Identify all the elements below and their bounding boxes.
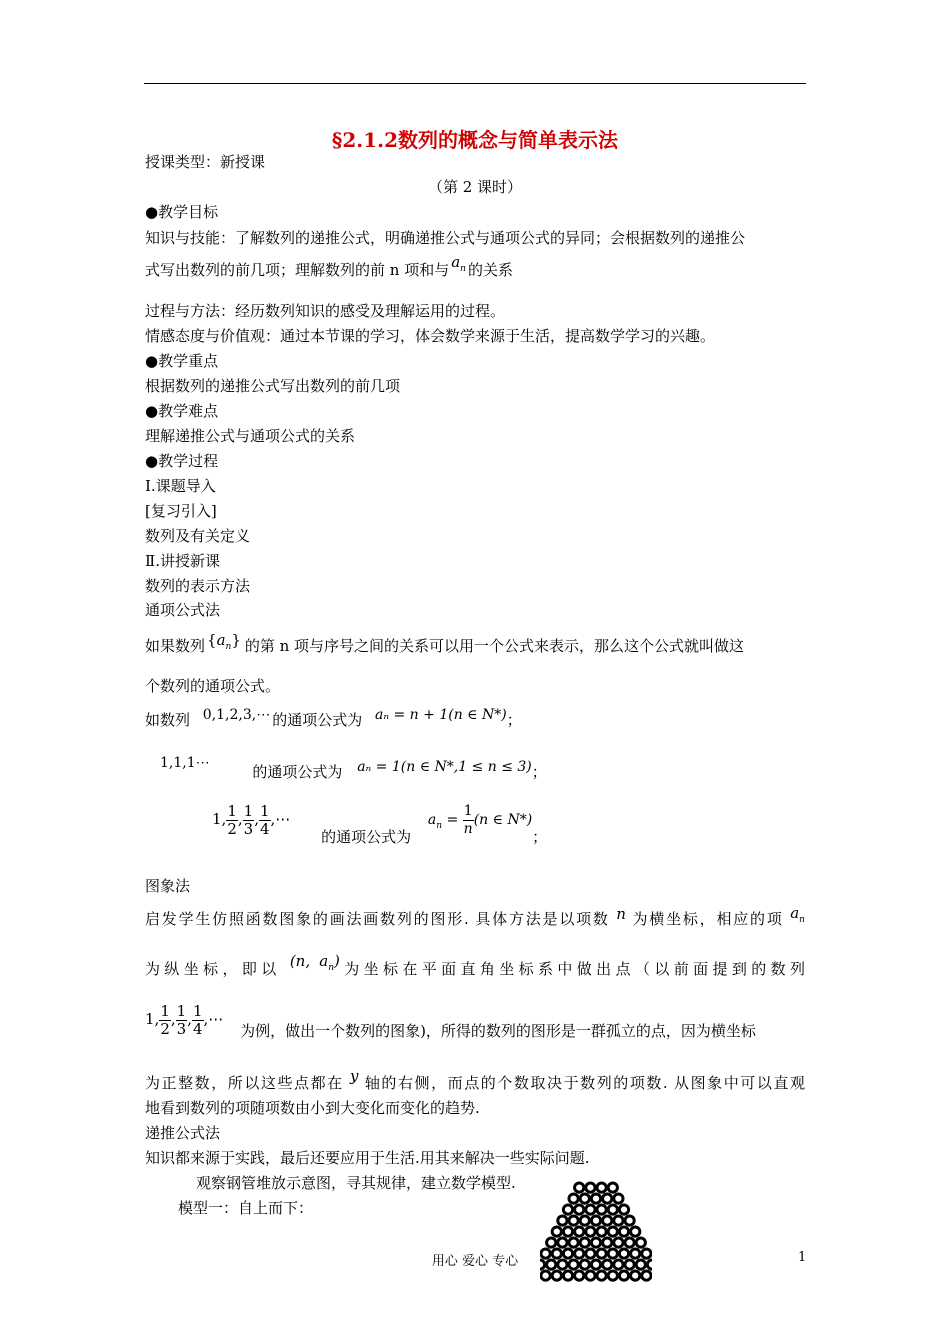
pipe-circle (619, 1271, 628, 1280)
key-heading: ●教学重点 (145, 352, 219, 370)
review-text: 数列及有关定义 (145, 527, 251, 545)
y-symbol: y (350, 1067, 359, 1085)
pipe-circle (642, 1271, 651, 1280)
pipe-circle (541, 1271, 550, 1280)
pipe-circle (597, 1271, 606, 1280)
pipe-circle (563, 1227, 572, 1236)
pipe-circle (558, 1238, 567, 1247)
recursive-text-2: 观察钢管堆放示意图，寻其规律，建立数学模型. (196, 1174, 516, 1192)
pipe-circle (631, 1227, 640, 1236)
process-heading: ●教学过程 (145, 452, 219, 470)
pipe-circle (580, 1194, 589, 1203)
difficult-heading: ●教学难点 (145, 402, 219, 420)
pipe-circle (603, 1194, 612, 1203)
key-text: 根据数列的递推公式写出数列的前几项 (145, 377, 401, 395)
example-3-sequence: 1, $\frac{1}{2}$ , $\frac{1}{3}$ , $\frac{1}{4}$ ,⋯ (212, 801, 291, 838)
general-formula-heading: 通项公式法 (145, 601, 221, 619)
example-2-formula: aₙ = 1(n ∈ N*,1 ≤ n ≤ 3) (357, 759, 532, 775)
pipe-circle (563, 1271, 572, 1280)
page-title: §2.1.2数列的概念与简单表示法 (331, 128, 619, 152)
n-symbol: n (616, 905, 626, 923)
pipe-circle (619, 1205, 628, 1214)
pipe-circle (580, 1238, 589, 1247)
pipe-circle (575, 1271, 584, 1280)
pipe-circle (614, 1216, 623, 1225)
section-intro: Ⅰ.课题导入 (145, 477, 216, 495)
graph-paragraph-line5: 地看到数列的项随项数由小到大变化而变化的趋势. (145, 1099, 480, 1117)
example-3-formula: $a_n$ = $\frac{1}{n}$ (n ∈ N*) (427, 802, 533, 837)
pipe-circle (569, 1238, 578, 1247)
example-2-sequence: 1,1,1⋯ (160, 755, 210, 771)
pipe-circle (625, 1216, 634, 1225)
objectives-heading: ●教学目标 (145, 203, 219, 221)
an-symbol-2: $a_n$ (790, 904, 805, 925)
recursive-method-heading: 递推公式法 (145, 1124, 221, 1142)
recursive-text-1: 知识都来源于实践，最后还要应用于生活.用其来解决一些实际问题. (145, 1149, 590, 1167)
graph-paragraph-line1: 启发学生仿照函数图象的画法画数列的图形. 具体方法是以项数 n 为横坐标，相应的项 $a_n$ (145, 904, 805, 928)
objective-knowledge-line2: 式写出数列的前几项；理解数列的前 n 项和与 $a_n$ 的关系 (145, 253, 513, 279)
general-formula-definition-line1: 如果数列 $\{a_n\}$ 的第 n 项与序号之间的关系可以用一个公式来表示，那么这个公式就叫做这 (145, 631, 745, 655)
pipe-circle (608, 1205, 617, 1214)
pipe-circle (608, 1183, 617, 1192)
model-one-label: 模型一：自上而下： (178, 1199, 314, 1217)
page-number: 1 (798, 1250, 807, 1265)
graph-paragraph-line3: 1, $\frac{1}{2}$ , $\frac{1}{3}$ , $\frac{1}{4}$ ,⋯ 为例，做出一个数列的图象)，所得的数列的图形是一群孤立的点，因为横坐标 (145, 1001, 756, 1040)
graph-paragraph-line2: 为纵坐标，即以 (n, $a_n$)为坐标在平面直角坐标系中做出点（以前面提到的数列 (145, 952, 805, 978)
pipe-circle (591, 1216, 600, 1225)
pipe-circle (552, 1271, 561, 1280)
example-3: 1, $\frac{1}{2}$ , $\frac{1}{3}$ , $\frac{1}{4}$ ,⋯ 的通项公式为 $a_n$ = $\frac{1}{n}$ (n ∈ N*)； (212, 801, 548, 846)
pipe-circle (569, 1194, 578, 1203)
section-new-lesson: Ⅱ.讲授新课 (145, 552, 220, 570)
pipe-circle (636, 1238, 645, 1247)
pipe-circle (603, 1216, 612, 1225)
pipe-circle (586, 1271, 595, 1280)
pipe-circle (547, 1238, 556, 1247)
objective-process: 过程与方法：经历数列知识的感受及理解运用的过程。 (145, 302, 506, 320)
pipe-circle (619, 1227, 628, 1236)
pipe-circle (614, 1194, 623, 1203)
pipe-circle (597, 1205, 606, 1214)
pipe-circle (575, 1183, 584, 1192)
header-rule (144, 83, 806, 84)
pipe-circle (603, 1238, 612, 1247)
general-formula-definition-line2: 个数列的通项公式。 (145, 677, 281, 695)
pipe-circle (608, 1271, 617, 1280)
pipe-circle (586, 1183, 595, 1192)
pipe-circle (563, 1205, 572, 1214)
review-label: [复习引入] (145, 502, 217, 520)
pipe-circle (575, 1205, 584, 1214)
example-2: 1,1,1⋯ 的通项公式为 aₙ = 1(n ∈ N*,1 ≤ n ≤ 3)； (160, 755, 547, 781)
pipe-circle (580, 1216, 589, 1225)
graph-method-heading: 图象法 (145, 877, 191, 895)
pipe-circle (597, 1227, 606, 1236)
point-notation: (n, $a_n$) (289, 952, 340, 973)
course-type: 授课类型：新授课 (145, 153, 266, 171)
pipe-circle (569, 1216, 578, 1225)
pipe-circle (591, 1194, 600, 1203)
pipe-circle (625, 1238, 634, 1247)
representation-heading: 数列的表示方法 (145, 577, 251, 595)
example-1-sequence: 0,1,2,3,⋯ (202, 707, 271, 723)
pipe-circle (631, 1271, 640, 1280)
pipe-circle (575, 1227, 584, 1236)
example-1-formula: aₙ = n + 1(n ∈ N*) (375, 707, 507, 723)
pipe-circle (614, 1238, 623, 1247)
period: （第 2 课时） (427, 178, 523, 196)
pipe-circle (586, 1205, 595, 1214)
an-symbol: $a_n$ (451, 253, 466, 274)
graph-paragraph-line4: 为正整数，所以这些点都在 y 轴的右侧，而点的个数取决于数列的项数. 从图象中可以直观 (145, 1067, 805, 1092)
pipe-circle (597, 1183, 606, 1192)
sequence-1-half-third-quarter: 1, $\frac{1}{2}$ , $\frac{1}{3}$ , $\frac{1}{4}$ ,⋯ (145, 1001, 224, 1038)
pipe-circle (552, 1227, 561, 1236)
pipe-circle (608, 1227, 617, 1236)
footer-slogan: 用心 爱心 专心 (431, 1254, 519, 1269)
objective-emotion: 情感态度与价值观：通过本节课的学习，体会数学来源于生活，提高数学学习的兴趣。 (145, 327, 716, 345)
pipe-circle (591, 1238, 600, 1247)
difficult-text: 理解递推公式与通项公式的关系 (145, 427, 356, 445)
pipe-circle (586, 1227, 595, 1236)
example-1: 如数列 0,1,2,3,⋯ 的通项公式为 aₙ = n + 1(n ∈ N*)； (145, 707, 522, 729)
sequence-an-braces: $\{a_n\}$ (207, 631, 241, 652)
objective-knowledge-line1: 知识与技能：了解数列的递推公式，明确递推公式与通项公式的异同；会根据数列的递推公 (145, 229, 746, 247)
pipe-circle (558, 1216, 567, 1225)
